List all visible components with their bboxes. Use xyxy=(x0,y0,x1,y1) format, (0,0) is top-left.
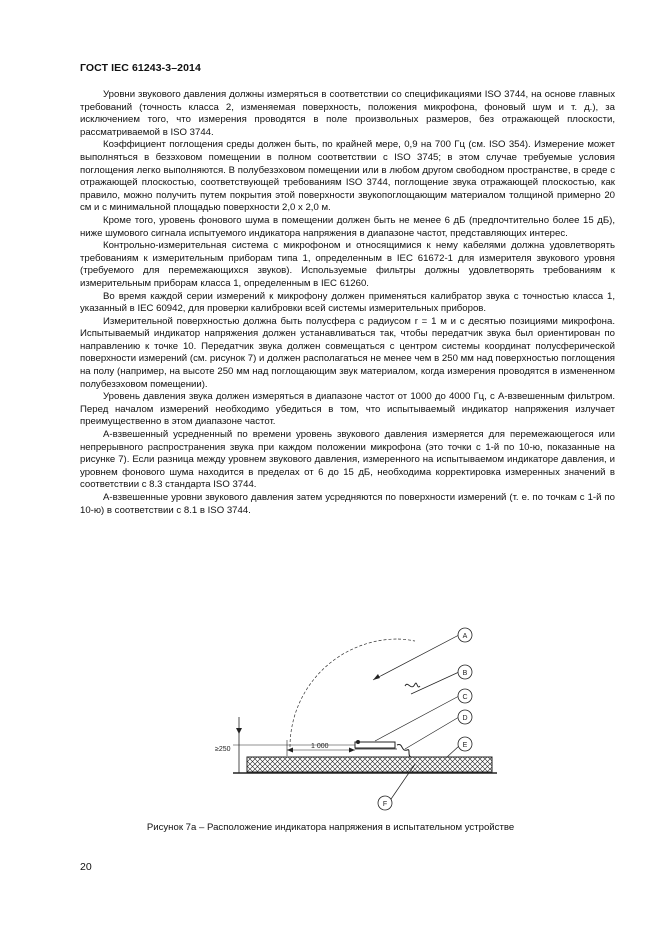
paragraph: Измерительной поверхностью должна быть полусфера с радиусом r = 1 м и с десятью позициями микрофона. Испытываемый индикатор напряжения должен устанавливаться так, чтобы передатчик звука был ориентирован по направлению к точке 10. Передатчик звука должен совмещаться с центром системы координат полусферической поверхности измерений (см. рисунок 7) и должен располагаться не менее чем в 250 мм над поверхностью поглощения на полу (например, на высоте 250 мм над поглощающим звук материалом, когда измерения проводятся в измененном полубезэховом помещении). xyxy=(80,315,615,390)
paragraph: Контрольно-измерительная система с микрофоном и относящимися к нему кабелями должна удовлетворять требованиям к измерительным приборам типа 1, определенным в IEC 61672-1 для измерителя звукового уровня (требуемого для перемежающихся звуков). Используемые фильтры должны удовлетворять требованиям к измерительным приборам класса 1, определенным в IEC 61260. xyxy=(80,240,615,289)
callout-label: D xyxy=(462,715,468,722)
voltage-indicator xyxy=(355,742,395,748)
paragraph: Уровни звукового давления должны измеряться в соответствии со спецификациями ISO 3744, на основе главных требований (точность класса 2, изменяемая поверхность, положения микрофона, фоновый шум и т. д.), за исключением того, что измерения проводятся в поле произвольных размеров, без отражающей плоскости, рассматриваемой в ISO 3744. xyxy=(80,89,615,138)
callout-b xyxy=(458,665,472,679)
paragraph: Коэффициент поглощения среды должен быть, по крайней мере, 0,9 на 700 Гц (см. ISO 354). Измерение может выполняться в безэховом помещении в полном соответствии с ISO 3745; в этом случае требуемые условия поглощения легко выполняются. В полубезэховом помещении или в любом другом свободном пространстве, в среде с отражающей плоскостью, соответствующей требованиям ISO 3744, поглощение звука отражающей плоскостью, как правило, можно получить путем покрытия этой поверхности звукопоглощающим материалом толщиной примерно 20 см и с минимальной площадью поверхности 2,0 х 2,0 м. xyxy=(80,139,615,214)
absorbing-material xyxy=(247,757,492,772)
paragraph: Уровень давления звука должен измеряться в диапазоне частот от 1000 до 4000 Гц, с А-взвешенным фильтром. Перед началом измерений необходимо убедиться в том, что испытываемый индикатор напряжения излучает преимущественно в этом диапазоне частот. xyxy=(80,391,615,428)
figure-caption: Рисунок 7а – Расположение индикатора напряжения в испытательном устройстве xyxy=(146,822,515,833)
callout-label: E xyxy=(462,742,468,749)
page-number: 20 xyxy=(80,861,92,873)
callout-f xyxy=(378,796,392,810)
callout-e xyxy=(458,737,472,751)
paragraph: А-взвешенный усредненный по времени уровень звукового давления измеряется для перемежающегося или непрерывного распространения звука при каждом положении микрофона (это точки с 1-й по 10-ю, показанные на рисунке 7). Если разница между уровнем звукового давления, измеренного на испытываемом индикаторе давления, и уровнем фонового шума находится в пределах от 6 до 15 дБ, необходима корректировка измеренных значений в соответствии с 8.3 стандарта ISO 3744. xyxy=(80,429,615,491)
test-setup-figure xyxy=(215,624,515,814)
paragraph: Кроме того, уровень фонового шума в помещении должен быть не менее 6 дБ (предпочтительно более 15 дБ), ниже шумового сигнала испытуемого индикатора напряжения в диапазоне частот, представляющих интерес. xyxy=(80,214,615,239)
document-header: ГОСТ IEC 61243-3–2014 xyxy=(80,62,201,74)
callout-a xyxy=(458,628,472,642)
callout-label: B xyxy=(462,670,468,677)
callout-label: F xyxy=(382,801,388,808)
figure-drawing xyxy=(215,624,515,814)
body-text xyxy=(80,89,615,517)
paragraph: Во время каждой серии измерений к микрофону должен применяться калибратор звука с точностью класса 1, указанный в IEC 60942, для проверки калибровки всей системы измерительных приборов. xyxy=(80,290,615,315)
callout-c xyxy=(458,689,472,703)
dim-height-label: ≥250 xyxy=(215,746,231,753)
paragraph: А-взвешенные уровни звукового давления затем усредняются по поверхности измерений (т. е. по точкам с 1-й по 10-ю) в соответствии с 8.1 в ISO 3744. xyxy=(80,492,615,516)
hemisphere-arc xyxy=(290,639,398,747)
callout-label: C xyxy=(462,694,468,701)
callout-label: A xyxy=(462,633,468,640)
callout-d xyxy=(458,710,472,724)
dim-length-label: 1 000 xyxy=(311,743,329,750)
